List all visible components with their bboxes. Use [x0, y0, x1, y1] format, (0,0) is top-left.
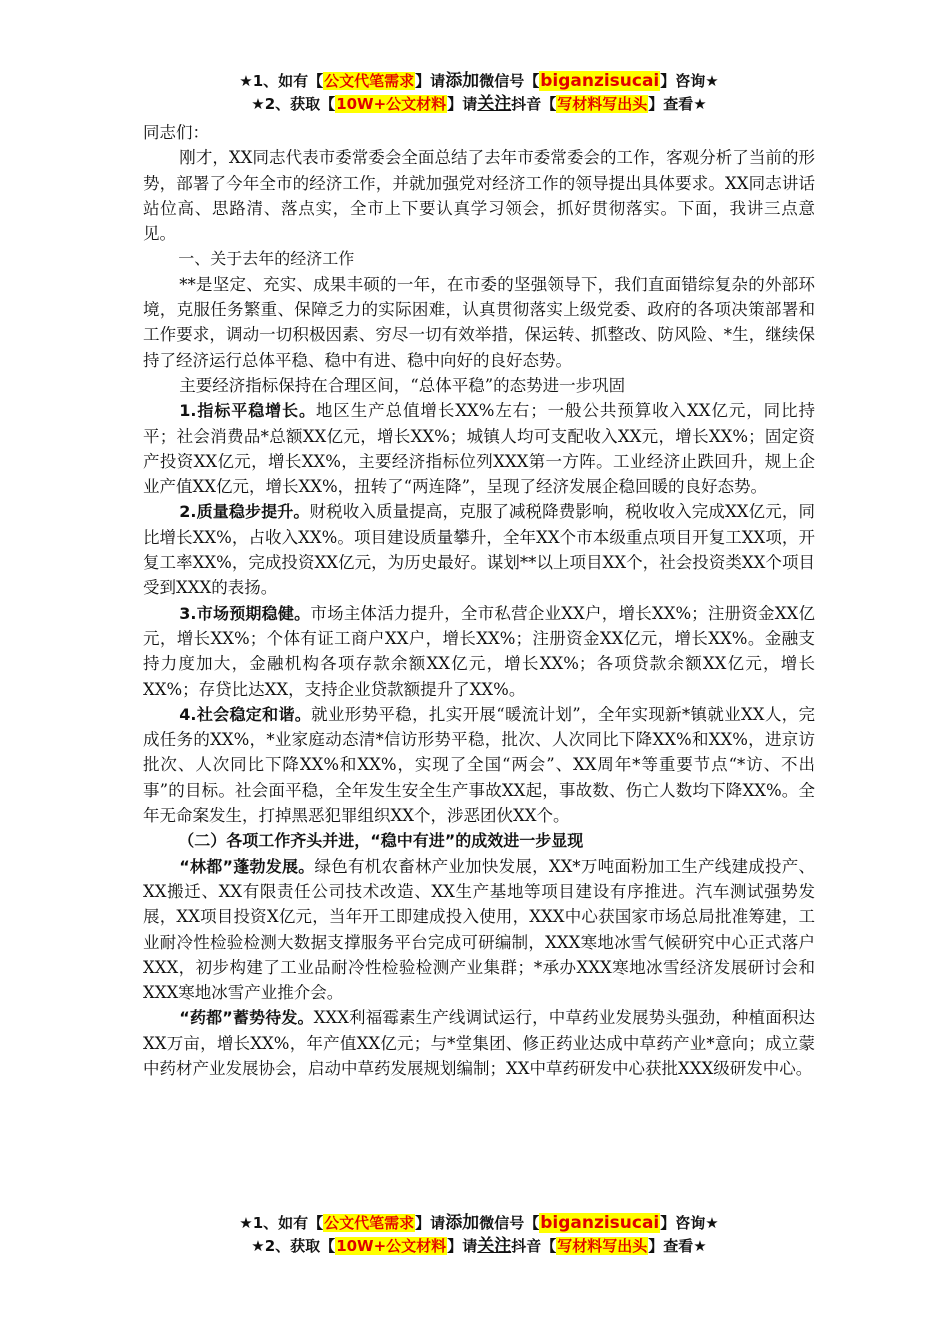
subsection-heading-1: 主要经济指标保持在合理区间，“总体平稳”的态势进一步巩固 [179, 375, 626, 395]
ad-highlight-douyin: 写材料写出头 [557, 1237, 648, 1255]
paragraph-lindu: “林都”蓬勃发展。绿色有机农畜林产业加快发展，XX*万吨面粉加工生产线建成投产、XX搬迁、XX有限责任公司技术改造、XX生产基地等项目建设有序推进。汽车测试强势发展，XX项目投资X亿元，当年开工即建成投入使用，XXX中心获国家市场总局批准筹建，工业耐冷性检验检测大数据支撑服务平台完成可研编制，XXX寒地冰雪气候研究中心正式落户XXX，初步构建了工业品耐冷性检验检测产业集群；*承办XXX寒地冰雪经济发展研讨会和XXX寒地冰雪产业推介会。 [143, 856, 815, 1003]
ad-line-2: ★2、获取【10W+公文材料】请关注抖音【写材料写出头】查看★ [251, 1236, 707, 1256]
item-3-title: 3.市场预期稳健。 [179, 603, 311, 623]
section1-paragraph: **是坚定、充实、成果丰硕的一年，在市委的坚强领导下，我们直面错综复杂的外部环境，克服任务繁重、保障乏力的实际困难，认真贯彻落实上级党委、政府的各项决策部署和工作要求，调动一切积极因素、穷尽一切有效举措，保运转、抓整改、防风险、*生，继续保持了经济运行总体平稳、稳中有进、稳中向好的良好态势。 [143, 274, 815, 370]
item-3: 3.市场预期稳健。市场主体活力提升，全市私营企业XX户，增长XX%；注册资金XX亿元，增长XX%；个体有证工商户XX户，增长XX%；注册资金XX亿元，增长XX%。金融支持力度加大，金融机构各项存款余额XX亿元，增长XX%；各项贷款余额XX亿元，增长XX%；存贷比达XX，支持企业贷款额提升了XX%。 [143, 603, 815, 699]
ad-line-1: ★1、如有【公文代笔需求】请添加微信号【biganzisucai】咨询★ [239, 71, 719, 91]
ad-highlight-wechat-id: biganzisucai [540, 1213, 660, 1233]
item-4: 4.社会稳定和谐。就业形势平稳，扎实开展“暖流计划”，全年实现新*镇就业XX人，完成任务的XX%，*业家庭动态清*信访形势平稳，批次、人次同比下降XX%和XX%，进京访批次、人次同比下降XX%和XX%，实现了全国“两会”、XX周年*等重要节点“*访、不出事”的目标。社会面平稳，全年发生安全生产事故XX起，事故数、伤亡人数均下降XX%。全年无命案发生，打掉黑恶犯罪组织XX个，涉恶团伙XX个。 [143, 704, 815, 826]
ad-highlight-materials: 10W+公文材料 [336, 95, 447, 113]
ad-highlight-douyin: 写材料写出头 [557, 95, 648, 113]
intro-paragraph: 刚才，XX同志代表市委常委会全面总结了去年市委常委会的工作，客观分析了当前的形势，部署了今年全市的经济工作，并就加强党对经济工作的领导提出具体要求。XX同志讲话站位高、思路清、落点实，全市上下要认真学习领会，抓好贯彻落实。下面，我讲三点意见。 [143, 148, 815, 244]
ad-banner-top [143, 70, 815, 116]
ad-highlight-ghostwriting: 公文代笔需求 [324, 72, 415, 90]
item-4-title: 4.社会稳定和谐。 [179, 704, 312, 724]
section-heading-1: 一、关于去年的经济工作 [178, 249, 355, 269]
ad-highlight-wechat-id: biganzisucai [540, 71, 660, 91]
ad-line-1: ★1、如有【公文代笔需求】请添加微信号【biganzisucai】咨询★ [239, 1213, 719, 1233]
item-1-title: 1.指标平稳增长。 [179, 401, 316, 421]
ad-line-2: ★2、获取【10W+公文材料】请关注抖音【写材料写出头】查看★ [251, 94, 707, 114]
subsection-heading-2: （二）各项工作齐头并进，“稳中有进”的成效进一步显现 [178, 831, 584, 851]
ad-highlight-materials: 10W+公文材料 [336, 1237, 447, 1255]
paragraph-yaodu: “药都”蓄势待发。XXX利福霉素生产线调试运行，中草药业发展势头强劲，种植面积达XX万亩，增长XX%，年产值XX亿元；与*堂集团、修正药业达成中草药产业*意向；成立蒙中药材产业发展协会，启动中草药发展规划编制；XX中草药研发中心获批XXX级研发中心。 [143, 1008, 815, 1078]
lindu-title: “林都”蓬勃发展。 [179, 856, 315, 876]
document-body [143, 120, 815, 1081]
yaodu-title: “药都”蓄势待发。 [179, 1008, 314, 1028]
salutation: 同志们： [143, 123, 209, 142]
ad-highlight-ghostwriting: 公文代笔需求 [324, 1214, 415, 1232]
ad-banner-bottom [143, 1212, 815, 1258]
item-1: 1.指标平稳增长。地区生产总值增长XX%左右；一般公共预算收入XX亿元，同比持平；社会消费品*总额XX亿元，增长XX%；城镇人均可支配收入XX元，增长XX%；固定资产投资XX亿元，增长XX%，主要经济指标位列XXX第一方阵。工业经济止跌回升，规上企业产值XX亿元，增长XX%，扭转了“两连降”，呈现了经济发展企稳回暖的良好态势。 [143, 401, 816, 497]
item-2-title: 2.质量稳步提升。 [179, 502, 310, 522]
item-2: 2.质量稳步提升。财税收入质量提高，克服了减税降费影响，税收收入完成XX亿元，同比增长XX%，占收入XX%。项目建设质量攀升，全年XX个市本级重点项目开复工XX项，开复工率XX%，完成投资XX亿元，为历史最好。谋划**以上项目XX个，社会投资类XX个项目受到XXX的表扬。 [143, 502, 815, 598]
